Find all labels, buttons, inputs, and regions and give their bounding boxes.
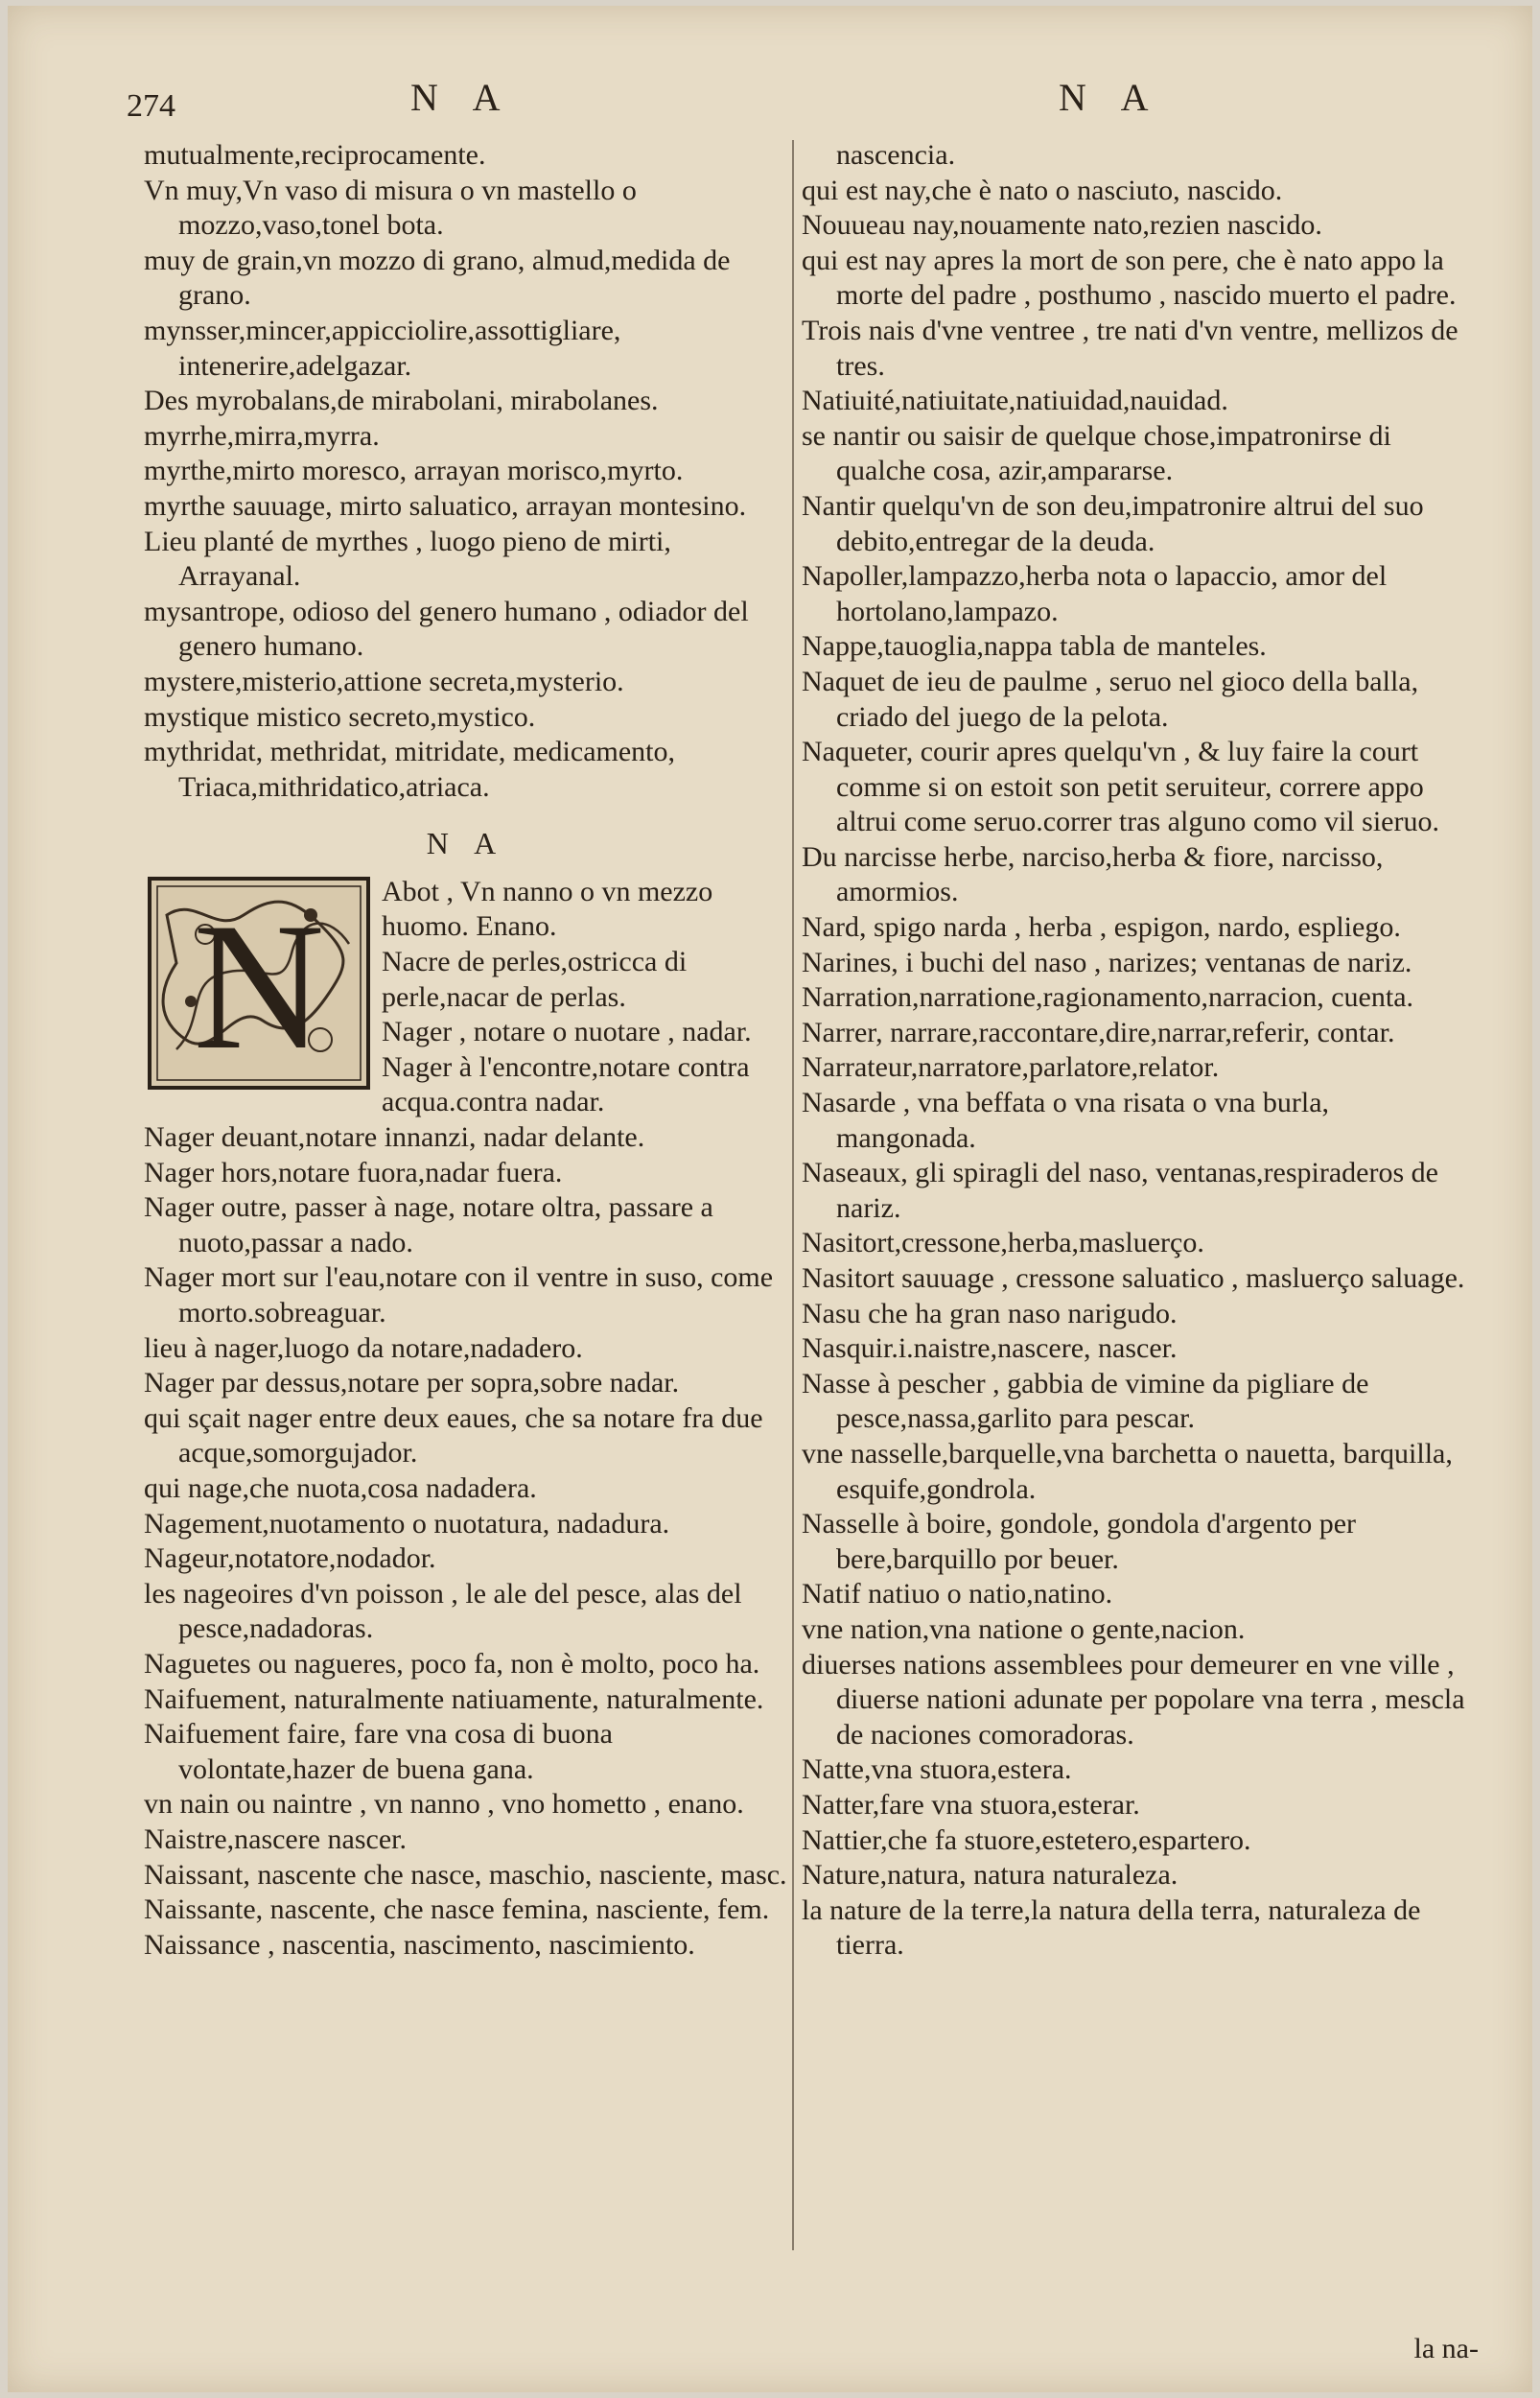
dictionary-entry: Nager par dessus,notare per sopra,sobre nadar. xyxy=(144,1367,680,1399)
dictionary-entry: Narrer, narrare,raccontare,dire,narrar,referir, contar. xyxy=(802,1016,1395,1048)
dictionary-entry: mystere,misterio,attione secreta,mysterio. xyxy=(144,665,624,697)
dictionary-entry: Nard, spigo narda , herba , espigon, nardo, espliego. xyxy=(802,911,1401,944)
dictionary-entry: Du narcisse herbe, narciso,herba & fiore, narcisso, amormios. xyxy=(802,840,1384,908)
dictionary-entry: Des myrobalans,de mirabolani, mirabolanes. xyxy=(144,385,659,417)
dictionary-entry: Nasselle à boire, gondole, gondola d'argento per bere,barquillo por beuer. xyxy=(802,1508,1357,1575)
dictionary-entry: Naissante, nascente, che nasce femina, nasciente, fem. xyxy=(144,1893,770,1926)
dictionary-entry: myrthe sauuage, mirto saluatico, arrayan montesino. xyxy=(144,489,747,522)
dictionary-entry: Naissance , nascentia, nascimento, nascimiento. xyxy=(144,1928,695,1961)
dictionary-entry: Nacre de perles,ostricca di perle,nacar de perlas. xyxy=(382,946,688,1013)
right-column xyxy=(802,138,1473,1963)
dictionary-entry: Nager hors,notare fuora,nadar fuera. xyxy=(144,1156,563,1188)
dictionary-entry: muy de grain,vn mozzo di grano, almud,medida de grano. xyxy=(144,244,731,312)
dictionary-entry: Nagement,nuotamento o nuotatura, nadadura. xyxy=(144,1507,670,1540)
section-heading: N A xyxy=(426,826,506,861)
catchword: la na- xyxy=(1413,2333,1479,2364)
dictionary-entry: qui est nay,che è nato o nasciuto, nascido. xyxy=(802,174,1283,206)
dictionary-entry: mutualmente,reciprocamente. xyxy=(144,139,486,171)
dictionary-entry: Vn muy,Vn vaso di misura o vn mastello o mozzo,vaso,tonel bota. xyxy=(144,174,637,242)
dictionary-entry: myrthe,mirto moresco, arrayan morisco,myrto. xyxy=(144,455,684,487)
column-divider xyxy=(792,140,794,2250)
dictionary-entry: Nasse à pescher , gabbia de vimine da pigliare de pesce,nassa,garlito para pescar. xyxy=(802,1367,1369,1435)
dictionary-entry: qui sçait nager entre deux eaues, che sa notare fra due acque,somorgujador. xyxy=(144,1401,763,1469)
initial-letter: N xyxy=(193,885,325,1088)
dictionary-entry: Nouueau nay,nouamente nato,rezien nascido. xyxy=(802,209,1322,242)
dictionary-entry: mystique mistico secreto,mystico. xyxy=(144,700,536,733)
dictionary-entry: Naifuement faire, fare vna cosa di buona volontate,hazer de buena gana. xyxy=(144,1718,613,1785)
dictionary-entry: qui est nay apres la mort de son pere, che è nato appo la morte del padre , posthumo , nascido muerto el padre. xyxy=(802,244,1457,312)
dictionary-entry: la nature de la terre,la natura della terra, naturaleza de tierra. xyxy=(802,1893,1421,1962)
dictionary-entry: Nager mort sur l'eau,notare con il ventre in suso, come morto.sobreaguar. xyxy=(144,1261,774,1328)
dictionary-entry: Nasquir.i.naistre,nascere, nascer. xyxy=(802,1332,1178,1365)
dictionary-entry: Nager à l'encontre,notare contra acqua.contra nadar. xyxy=(382,1050,750,1118)
dictionary-entry: Nappe,tauoglia,nappa tabla de manteles. xyxy=(802,630,1267,663)
dictionary-entry: Nature,natura, natura naturaleza. xyxy=(802,1859,1178,1892)
running-head-right: N A xyxy=(1059,76,1162,119)
dictionary-entry: Natter,fare vna stuora,esterar. xyxy=(802,1788,1140,1821)
dictionary-entry: Natte,vna stuora,estera. xyxy=(802,1753,1072,1786)
dictionary-entry: Narines, i buchi del naso , narizes; ventanas de nariz. xyxy=(802,946,1412,978)
dictionary-entry: mynsser,mincer,appicciolire,assottigliare, intenerire,adelgazar. xyxy=(144,314,621,382)
dictionary-entry: Naguetes ou nagueres, poco fa, non è molto, poco ha. xyxy=(144,1647,760,1680)
dictionary-entry: mythridat, methridat, mitridate, medicamento, Triaca,mithridatico,atriaca. xyxy=(144,736,676,803)
book-page xyxy=(8,6,1532,2392)
initial-block xyxy=(144,875,788,1120)
dictionary-entry: Naistre,nascere nascer. xyxy=(144,1822,408,1855)
dictionary-entry: Nasitort sauuage , cressone saluatico , masluerço saluage. xyxy=(802,1262,1465,1294)
dictionary-entry: mysantrope, odioso del genero humano , odiador del genero humano. xyxy=(144,595,749,663)
dictionary-entry: Nager , notare o nuotare , nadar. xyxy=(382,1016,752,1048)
dictionary-entry: Natiuité,natiuitate,natiuidad,nauidad. xyxy=(802,385,1228,417)
running-head-left: N A xyxy=(410,76,514,119)
dictionary-entry: Lieu planté de myrthes , luogo pieno de mirti, Arrayanal. xyxy=(144,525,671,593)
dictionary-entry: se nantir ou saisir de quelque chose,impatronirse di qualche cosa, azir,ampararse. xyxy=(802,419,1391,487)
dictionary-entry: Natif natiuo o natio,natino. xyxy=(802,1578,1113,1610)
dictionary-entry: Nageur,notatore,nodador. xyxy=(144,1542,436,1575)
dictionary-entry: Narration,narratione,ragionamento,narracion, cuenta. xyxy=(802,981,1414,1014)
dictionary-entry: Nager outre, passer à nage, notare oltra, passare a nuoto,passar a nado. xyxy=(144,1191,713,1258)
dictionary-entry: Naifuement, naturalmente natiuamente, naturalmente. xyxy=(144,1682,764,1715)
decorated-initial-icon xyxy=(148,877,370,1090)
dictionary-entry: myrrhe,mirra,myrra. xyxy=(144,419,380,452)
left-column xyxy=(144,138,788,1963)
dictionary-entry: Naquet de ieu de paulme , seruo nel gioco della balla, criado del juego de la pelota. xyxy=(802,665,1419,733)
dictionary-entry: Nattier,che fa stuore,estetero,espartero. xyxy=(802,1823,1251,1856)
dictionary-entry: diuerses nations assemblees pour demeurer en vne ville , diuerse nationi adunate per popolare vna terra , mescla de naciones comoradoras. xyxy=(802,1648,1465,1751)
dictionary-entry: lieu à nager,luogo da notare,nadadero. xyxy=(144,1331,583,1364)
dictionary-entry: Napoller,lampazzo,herba nota o lapaccio, amor del hortolano,lampazo. xyxy=(802,560,1388,627)
dictionary-entry: vn nain ou naintre , vn nanno , vno hometto , enano. xyxy=(144,1788,744,1821)
dictionary-entry: Abot , Vn nanno o vn mezzo huomo. Enano. xyxy=(382,875,713,943)
dictionary-entry: vne nasselle,barquelle,vna barchetta o nauetta, barquilla, esquife,gondrola. xyxy=(802,1437,1453,1505)
dictionary-entry: vne nation,vna natione o gente,nacion. xyxy=(802,1612,1246,1645)
dictionary-entry: Narrateur,narratore,parlatore,relator. xyxy=(802,1051,1220,1084)
dictionary-entry: Trois nais d'vne ventree , tre nati d'vn ventre, mellizos de tres. xyxy=(802,314,1458,382)
dictionary-entry: Nasu che ha gran naso narigudo. xyxy=(802,1297,1178,1329)
dictionary-entry: Naissant, nascente che nasce, maschio, nasciente, masc. xyxy=(144,1858,787,1891)
dictionary-entry: Nantir quelqu'vn de son deu,impatronire altrui del suo debito,entregar de la deuda. xyxy=(802,489,1424,557)
dictionary-entry: les nageoires d'vn poisson , le ale del pesce, alas del pesce,nadadoras. xyxy=(144,1577,742,1645)
dictionary-entry: Nager deuant,notare innanzi, nadar delante. xyxy=(144,1121,645,1154)
dictionary-entry: qui nage,che nuota,cosa nadadera. xyxy=(144,1471,537,1504)
page-number: 274 xyxy=(127,88,175,124)
dictionary-entry: nascencia. xyxy=(836,139,956,171)
dictionary-entry: Nasitort,cressone,herba,masluerço. xyxy=(802,1227,1204,1259)
dictionary-entry: Nasarde , vna beffata o vna risata o vna burla, mangonada. xyxy=(802,1087,1330,1154)
dictionary-entry: Naqueter, courir apres quelqu'vn , & luy faire la court comme si on estoit son petit seruiteur, correre appo altrui come seruo.correr tras alguno como vil sieruo. xyxy=(802,736,1439,838)
dictionary-entry: Naseaux, gli spiragli del naso, ventanas,respiraderos de nariz. xyxy=(802,1157,1438,1224)
